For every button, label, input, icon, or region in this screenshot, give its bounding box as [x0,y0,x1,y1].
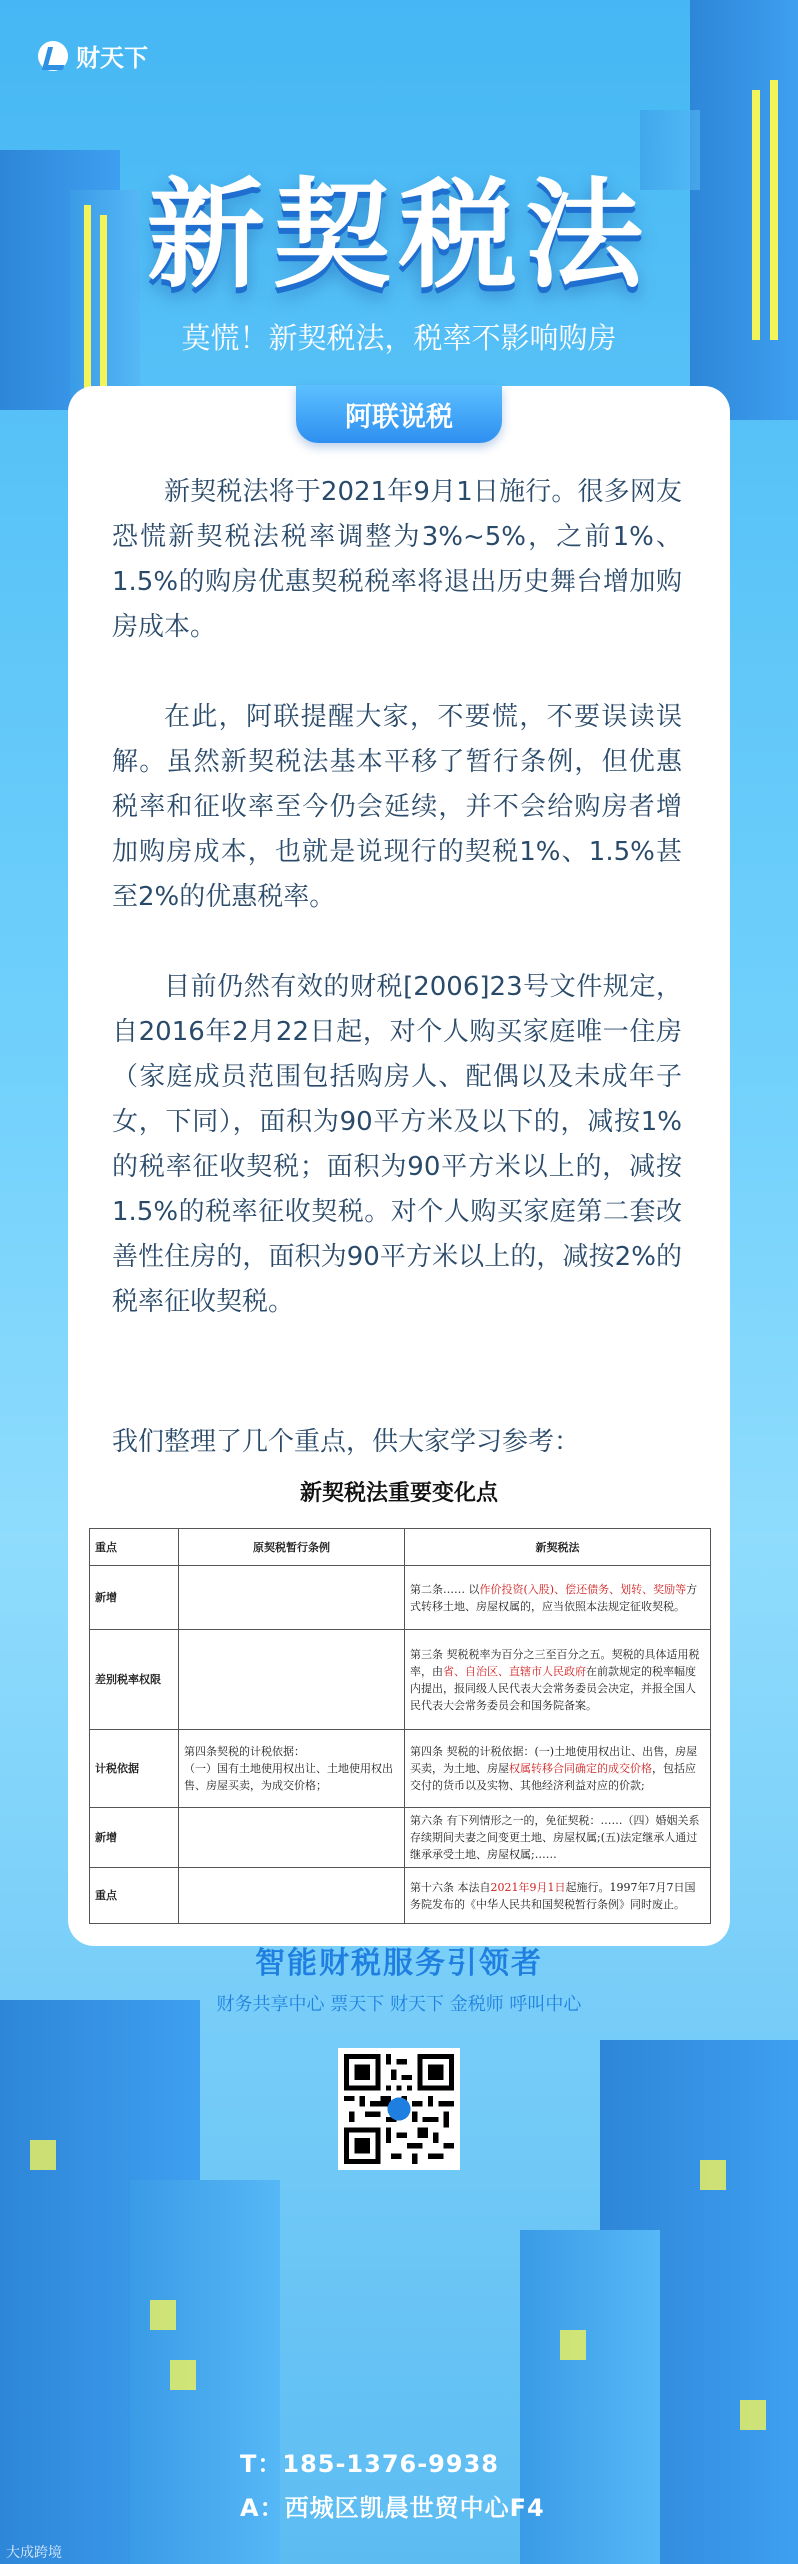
building-window [170,2360,196,2390]
new-text: 第二条…… 以 [410,1582,480,1596]
new-text: 第四条 契税的计税依据：(一)土地使用权出让、出售，房屋买卖，为土地、房屋 [410,1745,698,1775]
new-text: 方式转移土地、房屋权属的，应当依照本法规定征收契税。 [410,1582,698,1613]
building-window [740,2400,766,2430]
changes-table [89,1528,711,1924]
new-text-highlight: 2021年9月1日 [490,1880,566,1894]
building-window [30,2140,56,2170]
new-text: 第六条 有下列情形之一的，免征契税：……（四）婚姻关系存续期间夫妻之间变更土地、房屋权属;(五)法定继承人通过继承承受土地、房屋权属;…… [410,1814,700,1861]
table-row [90,1868,711,1924]
table-row [90,1566,711,1630]
paragraph: 在此，阿联提醒大家，不要慌，不要误读误解。虽然新契税法基本平移了暂行条例，但优惠税率和征收率至今仍会延续，并不会给购房者增加购房成本，也就是说现行的契税1%、1.5%甚至2%的优惠税率。 [112,702,682,912]
new-text-highlight: 省、自治区、直辖市人民政府 [443,1664,586,1678]
qr-code-icon [344,2054,454,2164]
qr-code[interactable] [338,2048,460,2170]
building-window [700,2160,726,2190]
old-cell: 第四条契税的计税依据： （一）国有土地使用权出让、土地使用权出售、房屋买卖，为成交价格； [179,1730,405,1808]
old-cell [179,1868,405,1924]
new-cell [405,1868,711,1924]
old-cell [179,1566,405,1630]
old-cell [179,1808,405,1868]
new-text-highlight: 作价投资(入股)、偿还债务、划转、奖励等 [479,1582,687,1596]
new-text: ，包括应交付的货币以及实物、其他经济利益对应的价款; [410,1762,696,1792]
table-row [90,1808,711,1868]
paragraph: 目前仍然有效的财税[2006]23号文件规定，自2016年2月22日起，对个人购买家庭唯一住房（家庭成员范围包括购房人、配偶以及未成年子女，下同），面积为90平方米及以下的，减按1%的税率征收契税；面积为90平方米以上的，减按1.5%的税率征收契税。对个人购买家庭第二套改善性住房的，面积为90平方米以上的，减按2%的税率征收契税。 [112,972,682,1317]
old-cell [179,1630,405,1730]
new-text: 在前款规定的税率幅度内提出，报同级人民代表大会常务委员会决定，并报全国人民代表大会常务委员会和国务院备案。 [410,1664,696,1712]
section-tag: 阿联说税 [296,385,502,443]
header-cell: 原契税暂行条例 [179,1529,405,1566]
table-row [90,1730,711,1808]
building-window [560,2330,586,2360]
watermark: 大成跨境 [6,2545,62,2561]
new-cell [405,1808,711,1868]
contact-phone: T：185-1376-9938 [240,2450,499,2478]
contact-address: A：西城区凯晨世贸中心F4 [240,2494,545,2522]
building-window [150,2300,176,2330]
page-subtitle: 莫慌！新契税法，税率不影响购房 [181,321,617,355]
logo-icon [38,41,68,71]
key-cell: 差别税率权限 [90,1630,179,1730]
new-cell [405,1730,711,1808]
key-cell: 重点 [90,1868,179,1924]
table-title: 新契税法重要变化点 [299,1481,498,1506]
table-header-row [90,1529,711,1566]
key-cell: 新增 [90,1808,179,1868]
table-row [90,1630,711,1730]
brand-name: 财天下 [76,44,148,72]
new-cell [405,1630,711,1730]
page-title: 新契税法 [146,166,651,304]
services-list: 财务共享中心 票天下 财天下 金税师 呼叫中心 [216,1994,582,2015]
header-cell: 重点 [90,1529,179,1566]
new-text: 第十六条 本法自 [410,1880,491,1894]
new-text-highlight: 权属转移合同确定的成交价格 [509,1762,652,1775]
summary-line: 我们整理了几个重点，供大家学习参考： [112,1427,581,1457]
new-text: 第三条 契税税率为百分之三至百分之五。契税的具体适用税率，由 [410,1647,700,1678]
slogan: 智能财税服务引领者 [255,1946,543,1981]
paragraph: 新契税法将于2021年9月1日施行。很多网友恐慌新契税法税率调整为3%~5%，之前1%、1.5%的购房优惠契税税率将退出历史舞台增加购房成本。 [112,477,682,642]
new-text: 起施行。1997年7月7日国务院发布的《中华人民共和国契税暂行条例》同时废止。 [410,1880,696,1911]
key-cell: 计税依据 [90,1730,179,1808]
new-cell [405,1566,711,1630]
header-cell: 新契税法 [405,1529,711,1566]
brand-logo [38,38,148,73]
key-cell: 新增 [90,1566,179,1630]
